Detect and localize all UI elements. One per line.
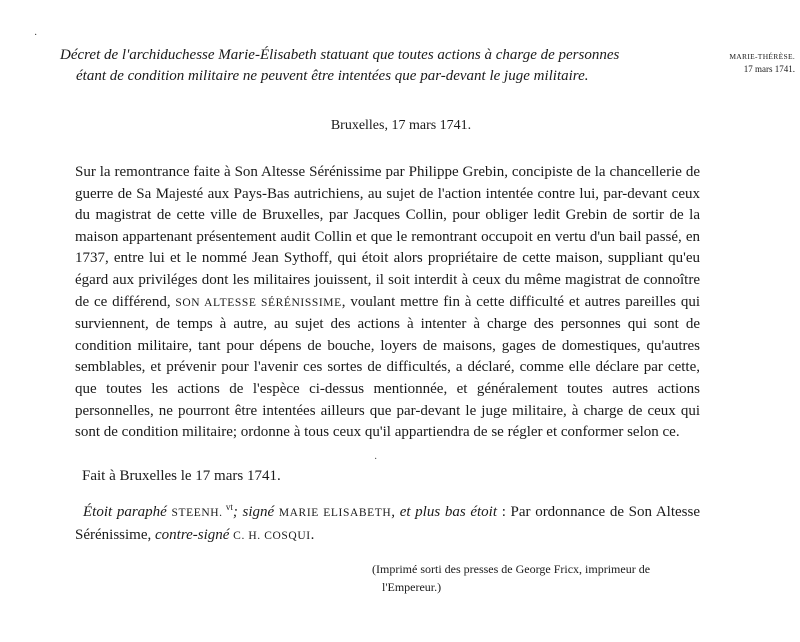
stray-dot: · (374, 454, 378, 465)
sovereign-title: SON ALTESSE SÉRÉNISSIME (175, 296, 342, 309)
signer-marie-elisabeth: MARIE ELISABETH (278, 507, 392, 519)
signatures-end: . (310, 527, 315, 543)
decree-body (75, 162, 700, 444)
dateline-text: Bruxelles, 17 mars 1741. (330, 118, 472, 133)
signer-cosqui: C. H. COSQUI (233, 530, 311, 542)
fait-line: Fait à Bruxelles le 17 mars 1741. (82, 468, 281, 484)
margin-note-date: 17 mars 1741. (743, 64, 795, 74)
decree-heading (60, 45, 670, 87)
imprint-note (372, 560, 702, 596)
imprint-line-2: l'Empereur.) (382, 580, 442, 594)
body-text-part-1: Sur la remontrance faite à Son Altesse Sérénissime par Philippe Grebin, concipiste de la chancellerie de guerre de Sa Majesté aux Pays-Bas autrichiens, au sujet de l'action intentée contre lui, par-devant ceux du magistrat de cette ville de Bruxelles, par Jacques Collin, pour obliger ledit Grebin de sortir de la maison appartenant présentement audit Collin et que le remontrant occupoit en vertu d'un bail passé, en 1737, entre lui et le nommé Jean Sythoff, qui étoit alors propriétaire de cette maison, suppliant qu'eu égard aux priviléges dont les militaires jouissent, il soit interdit à ceux du même magistrat de connoître de ce différend, (75, 164, 700, 310)
heading-line-1: Décret de l'archiduchesse Marie-Élisabeth statuant que toutes actions à charge de personnes (60, 47, 620, 63)
stray-mark: · (34, 30, 38, 41)
dateline (0, 118, 800, 134)
body-text-part-2: , voulant mettre fin à cette difficulté et autres pareilles qui surviennent, de temps à autre, au sujet des actions à intenter à charge des personnes qui sont de condition militaire, tant pour dépens de bouche, loyers de maisons, gages de domestiques, qu'autres semblables, et prévenir pour l'avenir ces sortes de difficultés, a déclaré, comme elle déclare par cette, que toutes les actions de l'espèce ci-dessus mentionnée, et généralement toutes autres actions personnelles, ne pourront être intentées ailleurs que par-devant le juge militaire, à charge de ceux qui sont de condition militaire; ordonne à tous ceux qu'il appartiendra de se régler et conformer selon ce. (75, 293, 701, 441)
imprint-line-1: (Imprimé sorti des presses de George Fricx, imprimeur de (372, 562, 651, 576)
plus-bas-label: , et plus bas étoit (391, 504, 498, 520)
signer-steenh-suffix: vt (222, 502, 233, 512)
signer-steenh: STEENH. (171, 507, 223, 519)
margin-note (703, 50, 795, 76)
signatures-block (75, 496, 700, 547)
signe-label: ; signé (232, 504, 275, 520)
margin-note-reign: MARIE-THÉRÈSE. (729, 52, 795, 61)
etoit-paraphe: Étoit paraphé (83, 504, 167, 520)
contre-signe-label: contre-signé (155, 527, 230, 543)
par-ordonnance: : Par ordonnance de Son Altesse Sérénissime, (75, 504, 700, 543)
heading-line-2: étant de condition militaire ne peuvent être intentées que par-devant le juge militaire. (76, 68, 589, 84)
